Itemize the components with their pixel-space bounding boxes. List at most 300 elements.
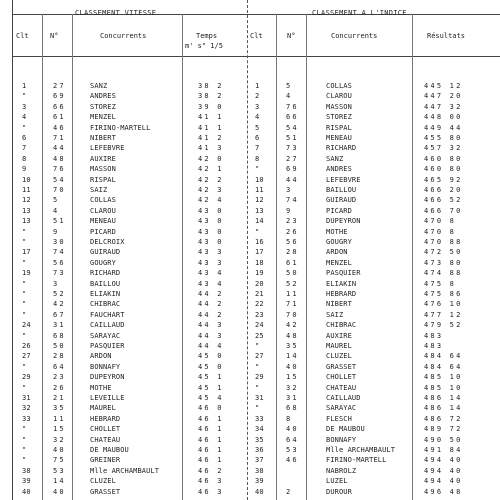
- right-row-result-cell: 465 92: [424, 175, 463, 184]
- left-row-time-cell: 45 1: [198, 383, 224, 392]
- right-row-result-cell: 491 84: [424, 446, 463, 454]
- left-row-no-cell: 66: [53, 102, 66, 111]
- left-row-clt-cell: ": [22, 310, 27, 319]
- right-row-name-cell: FLESCH: [326, 414, 352, 423]
- left-row-name-cell: BONNAFY: [90, 362, 121, 371]
- left-row-clt-cell: 26: [22, 342, 31, 350]
- left-row-no-cell: 74: [53, 248, 66, 257]
- right-row-no-cell: 50: [286, 269, 299, 278]
- right-row-clt-cell: 31: [255, 394, 264, 402]
- left-row-name-cell: GOUGRY: [90, 258, 116, 267]
- left-row-time-cell: 42 1: [198, 165, 224, 174]
- right-row-no-cell: 51: [286, 134, 299, 142]
- right-row-name-cell: ARDON: [326, 248, 348, 257]
- right-row-no-cell: 70: [286, 310, 299, 319]
- right-row-result-cell: 486 72: [424, 414, 463, 423]
- right-header-result: Résultats: [427, 32, 465, 40]
- left-row-clt-cell: ": [22, 456, 27, 465]
- left-row-clt-cell: ": [22, 300, 27, 309]
- left-row-no-cell: 69: [53, 92, 66, 101]
- right-row-clt-cell: ": [255, 404, 260, 413]
- left-row-no-cell: 76: [53, 165, 66, 174]
- right-row-no-cell: 26: [286, 227, 299, 236]
- left-row-clt-cell: 1: [22, 82, 27, 90]
- left-row-name-cell: CHOLLET: [90, 425, 121, 434]
- left-row-clt-cell: 13: [22, 206, 31, 215]
- left-row-time-cell: 46 3: [198, 487, 224, 496]
- right-col-rule-3: [412, 14, 413, 500]
- left-row-no-cell: 56: [53, 258, 66, 267]
- left-row-clt-cell: 13: [22, 217, 31, 226]
- left-row-time-cell: 41 1: [198, 113, 224, 122]
- right-row-no-cell: 40: [286, 362, 299, 371]
- right-row-clt-cell: 35: [255, 435, 264, 444]
- right-row-result-cell: 473 80: [424, 258, 463, 267]
- right-row-no-cell: 3: [286, 186, 293, 194]
- left-row-clt-cell: 11: [22, 186, 31, 194]
- left-row-name-cell: LEVEILLE: [90, 394, 125, 402]
- left-row-name-cell: DELCROIX: [90, 238, 125, 246]
- left-row-clt-cell: 24: [22, 321, 31, 330]
- left-row-time-cell: 38 2: [198, 92, 224, 101]
- right-row-no-cell: 56: [286, 238, 299, 246]
- left-row-time-cell: 41 3: [198, 144, 224, 153]
- left-title: CLASSEMENT VITESSE: [75, 9, 157, 17]
- left-row-no-cell: 67: [53, 310, 66, 319]
- right-row-name-cell: BAILLOU: [326, 186, 357, 194]
- left-row-name-cell: MASSON: [90, 165, 116, 174]
- left-header-name: Concurrents: [100, 32, 147, 40]
- left-row-time-cell: 43 0: [198, 238, 224, 246]
- right-row-name-cell: STOREZ: [326, 113, 352, 122]
- right-row-no-cell: 48: [286, 331, 299, 340]
- right-row-name-cell: CHOLLET: [326, 373, 357, 382]
- left-row-time-cell: 41 2: [198, 134, 224, 142]
- right-row-no-cell: 2: [286, 487, 293, 496]
- right-row-clt-cell: 10: [255, 175, 264, 184]
- right-row-clt-cell: 21: [255, 290, 264, 298]
- left-row-name-cell: CHIBRAC: [90, 300, 121, 309]
- left-row-name-cell: MOTHE: [90, 383, 112, 392]
- left-row-no-cell: 68: [53, 331, 66, 340]
- left-row-no-cell: 11: [53, 414, 66, 423]
- right-row-no-cell: 8: [286, 414, 293, 423]
- left-row-time-cell: 46 2: [198, 466, 224, 475]
- right-row-clt-cell: ": [255, 227, 260, 236]
- right-row-result-cell: 449 44: [424, 123, 463, 132]
- right-row-name-cell: DUROUR: [326, 487, 352, 496]
- left-row-no-cell: 9: [53, 227, 60, 236]
- right-row-result-cell: 448 00: [424, 113, 463, 122]
- right-row-name-cell: MOTHE: [326, 227, 348, 236]
- right-row-result-cell: 466 20: [424, 186, 463, 194]
- right-row-result-cell: 460 80: [424, 154, 463, 163]
- left-row-clt-cell: ": [22, 290, 27, 298]
- left-row-no-cell: 53: [53, 466, 66, 475]
- left-row-name-cell: CAILLAUD: [90, 321, 125, 330]
- left-row-clt-cell: ": [22, 258, 27, 267]
- left-row-no-cell: 21: [53, 394, 66, 402]
- right-row-name-cell: HEBRARD: [326, 290, 357, 298]
- left-row-name-cell: MAUREL: [90, 404, 116, 413]
- right-row-no-cell: 61: [286, 258, 299, 267]
- left-row-no-cell: 14: [53, 477, 66, 486]
- left-row-time-cell: 43 4: [198, 279, 224, 288]
- left-row-name-cell: FAUCHART: [90, 310, 125, 319]
- left-row-name-cell: DUPEYRON: [90, 373, 125, 382]
- left-row-name-cell: PICARD: [90, 227, 116, 236]
- header-rule: [12, 56, 500, 57]
- left-row-name-cell: CLAROU: [90, 206, 116, 215]
- right-row-clt-cell: 19: [255, 269, 264, 278]
- right-row-result-cell: 455 80: [424, 134, 463, 142]
- right-row-name-cell: SARAYAC: [326, 404, 357, 413]
- right-row-no-cell: 42: [286, 321, 299, 330]
- right-row-no-cell: 69: [286, 165, 299, 174]
- right-row-result-cell: 494 40: [424, 466, 463, 475]
- left-row-time-cell: 42 4: [198, 196, 224, 205]
- right-row-result-cell: 447 32: [424, 102, 463, 111]
- left-row-time-cell: 44 2: [198, 300, 224, 309]
- right-row-no-cell: 54: [286, 123, 299, 132]
- left-row-time-cell: 44 3: [198, 331, 224, 340]
- right-row-clt-cell: 4: [255, 113, 260, 122]
- left-row-no-cell: 71: [53, 134, 66, 142]
- right-row-name-cell: NABROLZ: [326, 466, 357, 475]
- left-row-name-cell: ANDRES: [90, 92, 116, 101]
- left-row-name-cell: BAILLOU: [90, 279, 121, 288]
- right-row-no-cell: 73: [286, 144, 299, 153]
- right-row-result-cell: 447 20: [424, 92, 463, 101]
- left-row-time-cell: 42 3: [198, 186, 224, 194]
- left-row-time-cell: 45 0: [198, 352, 224, 361]
- left-row-clt-cell: ": [22, 279, 27, 288]
- left-row-no-cell: 28: [53, 352, 66, 361]
- right-row-clt-cell: ": [255, 362, 260, 371]
- right-row-result-cell: 483: [424, 331, 444, 340]
- right-row-clt-cell: 20: [255, 279, 264, 288]
- right-row-name-cell: CLAROU: [326, 92, 352, 101]
- right-row-no-cell: 5: [286, 82, 293, 90]
- left-row-clt-cell: ": [22, 383, 27, 392]
- right-row-no-cell: 9: [286, 206, 293, 215]
- right-row-clt-cell: 25: [255, 331, 264, 340]
- right-row-result-cell: 470 88: [424, 238, 463, 246]
- right-row-name-cell: NIBERT: [326, 300, 352, 309]
- right-row-clt-cell: 5: [255, 123, 260, 132]
- left-row-name-cell: NIBERT: [90, 134, 116, 142]
- right-row-name-cell: RICHARD: [326, 144, 357, 153]
- left-row-no-cell: 40: [53, 487, 66, 496]
- right-col-rule-1: [276, 14, 277, 500]
- left-row-time-cell: 45 0: [198, 362, 224, 371]
- right-row-name-cell: FIRINO-MARTELL: [326, 456, 387, 465]
- right-row-clt-cell: 33: [255, 414, 264, 423]
- left-row-name-cell: ELIAKIN: [90, 290, 121, 298]
- left-row-clt-cell: ": [22, 331, 27, 340]
- right-row-name-cell: DUPEYRON: [326, 217, 361, 226]
- right-row-no-cell: 35: [286, 342, 299, 350]
- right-row-result-cell: 484 64: [424, 352, 463, 361]
- left-row-time-cell: 43 0: [198, 206, 224, 215]
- right-row-name-cell: PASQUIER: [326, 269, 361, 278]
- right-row-result-cell: 486 14: [424, 394, 463, 402]
- right-row-no-cell: 46: [286, 456, 299, 465]
- right-row-clt-cell: 17: [255, 248, 264, 257]
- right-row-name-cell: Mlle ARCHAMBAULT: [326, 446, 396, 454]
- right-row-no-cell: 68: [286, 404, 299, 413]
- right-row-clt-cell: 6: [255, 134, 260, 142]
- right-row-clt-cell: 18: [255, 258, 264, 267]
- right-row-name-cell: GUIRAUD: [326, 196, 357, 205]
- right-row-clt-cell: 39: [255, 477, 264, 486]
- right-row-clt-cell: ": [255, 342, 260, 350]
- right-row-clt-cell: 24: [255, 321, 264, 330]
- right-row-clt-cell: ": [255, 383, 260, 392]
- left-col-rule-3: [182, 14, 183, 500]
- left-row-clt-cell: ": [22, 227, 27, 236]
- left-row-no-cell: 64: [53, 362, 66, 371]
- left-row-clt-cell: 3: [22, 102, 27, 111]
- left-row-no-cell: 31: [53, 321, 66, 330]
- left-row-name-cell: ARDON: [90, 352, 112, 361]
- right-row-result-cell: 466 52: [424, 196, 463, 205]
- right-row-name-cell: CHATEAU: [326, 383, 357, 392]
- left-row-time-cell: 43 0: [198, 217, 224, 226]
- left-row-no-cell: 30: [53, 238, 66, 246]
- right-row-result-cell: 489 72: [424, 425, 463, 434]
- right-col-rule-2: [306, 14, 307, 500]
- left-row-name-cell: Mlle ARCHAMBAULT: [90, 466, 160, 475]
- left-row-name-cell: RISPAL: [90, 175, 116, 184]
- left-row-time-cell: 42 2: [198, 175, 224, 184]
- right-row-result-cell: 483: [424, 342, 444, 350]
- left-row-clt-cell: 19: [22, 269, 31, 278]
- left-row-no-cell: 51: [53, 217, 66, 226]
- left-row-no-cell: 32: [53, 435, 66, 444]
- left-row-time-cell: 42 0: [198, 154, 224, 163]
- right-row-result-cell: 470 8: [424, 217, 457, 226]
- left-row-name-cell: MENZEL: [90, 113, 116, 122]
- left-header-no: N°: [50, 32, 59, 40]
- right-header-clt: Clt: [250, 32, 263, 40]
- right-row-name-cell: MENEAU: [326, 134, 352, 142]
- left-row-no-cell: 48: [53, 154, 66, 163]
- right-row-name-cell: LEFEBVRE: [326, 175, 361, 184]
- left-header-time-unit: m' s" 1/5: [185, 42, 223, 50]
- right-row-name-cell: GRASSET: [326, 362, 357, 371]
- left-row-clt-cell: ": [22, 425, 27, 434]
- left-row-no-cell: 5: [53, 196, 60, 205]
- left-row-name-cell: STOREZ: [90, 102, 116, 111]
- left-row-name-cell: SAIZ: [90, 186, 108, 194]
- left-row-name-cell: MENEAU: [90, 217, 116, 226]
- right-row-result-cell: 470 8: [424, 227, 457, 236]
- right-row-clt-cell: 3: [255, 102, 260, 111]
- right-row-no-cell: 44: [286, 175, 299, 184]
- left-row-no-cell: 27: [53, 82, 66, 90]
- right-row-no-cell: 66: [286, 113, 299, 122]
- right-row-clt-cell: 11: [255, 186, 264, 194]
- right-row-result-cell: 485 10: [424, 373, 463, 382]
- left-row-name-cell: FIRINO-MARTELL: [90, 123, 151, 132]
- left-row-clt-cell: ": [22, 362, 27, 371]
- right-row-name-cell: SANZ: [326, 154, 344, 163]
- right-row-name-cell: GOUGRY: [326, 238, 352, 246]
- left-row-time-cell: 44 4: [198, 342, 224, 350]
- left-row-name-cell: LEFEBVRE: [90, 144, 125, 153]
- right-row-clt-cell: 13: [255, 206, 264, 215]
- right-row-result-cell: 445 12: [424, 82, 463, 90]
- left-row-no-cell: 3: [53, 279, 60, 288]
- right-header-no: N°: [287, 32, 296, 40]
- left-row-no-cell: 42: [53, 300, 66, 309]
- left-row-clt-cell: 7: [22, 144, 27, 153]
- right-title: CLASSEMENT A L'INDICE: [312, 9, 407, 17]
- left-row-time-cell: 46 3: [198, 477, 224, 486]
- right-row-result-cell: 484 64: [424, 362, 463, 371]
- left-row-name-cell: GUIRAUD: [90, 248, 121, 257]
- left-row-clt-cell: 33: [22, 414, 31, 423]
- left-row-clt-cell: 9: [22, 165, 27, 174]
- right-row-result-cell: 457 32: [424, 144, 463, 153]
- left-row-name-cell: CLUZEL: [90, 477, 116, 486]
- left-row-clt-cell: ": [22, 92, 27, 101]
- left-row-clt-cell: 31: [22, 394, 31, 402]
- right-row-clt-cell: 8: [255, 154, 260, 163]
- left-row-time-cell: 43 4: [198, 269, 224, 278]
- left-row-clt-cell: ": [22, 238, 27, 246]
- right-row-clt-cell: 29: [255, 373, 264, 382]
- right-row-no-cell: 11: [286, 290, 299, 298]
- right-row-no-cell: 32: [286, 383, 299, 392]
- left-row-clt-cell: ": [22, 435, 27, 444]
- right-row-result-cell: 494 40: [424, 456, 463, 465]
- left-row-time-cell: 38 2: [198, 82, 224, 90]
- right-row-name-cell: ANDRES: [326, 165, 352, 174]
- left-row-time-cell: 41 1: [198, 123, 224, 132]
- right-row-name-cell: CAILLAUD: [326, 394, 361, 402]
- left-row-time-cell: 44 3: [198, 321, 224, 330]
- left-row-time-cell: 44 2: [198, 290, 224, 298]
- left-row-no-cell: 73: [53, 269, 66, 278]
- left-row-no-cell: 61: [53, 113, 66, 122]
- right-row-no-cell: 74: [286, 196, 299, 205]
- right-row-name-cell: BONNAFY: [326, 435, 357, 444]
- right-row-clt-cell: 1: [255, 82, 260, 90]
- left-row-no-cell: 75: [53, 456, 66, 465]
- left-row-time-cell: 46 1: [198, 446, 224, 454]
- right-row-no-cell: 40: [286, 425, 299, 434]
- right-row-no-cell: 71: [286, 300, 299, 309]
- left-row-time-cell: 43 3: [198, 248, 224, 257]
- left-row-time-cell: 46 0: [198, 404, 224, 413]
- right-row-result-cell: 474 88: [424, 269, 463, 278]
- right-row-clt-cell: 40: [255, 487, 264, 496]
- left-row-name-cell: SARAYAC: [90, 331, 121, 340]
- right-row-result-cell: 476 10: [424, 300, 463, 309]
- right-row-result-cell: 494 40: [424, 477, 463, 486]
- center-divider: [247, 0, 248, 500]
- left-row-name-cell: SANZ: [90, 82, 108, 90]
- left-row-time-cell: 46 1: [198, 414, 224, 423]
- left-row-name-cell: DE MAUBOU: [90, 446, 129, 454]
- right-row-name-cell: AUXIRE: [326, 331, 352, 340]
- left-row-name-cell: GRASSET: [90, 487, 121, 496]
- right-row-no-cell: 52: [286, 279, 299, 288]
- left-row-name-cell: PASQUIER: [90, 342, 125, 350]
- right-row-name-cell: ELIAKIN: [326, 279, 357, 288]
- right-row-no-cell: 31: [286, 394, 299, 402]
- left-row-clt-cell: 32: [22, 404, 31, 413]
- right-row-clt-cell: 38: [255, 466, 264, 475]
- left-col-rule-2: [72, 14, 73, 500]
- right-row-result-cell: 477 12: [424, 310, 463, 319]
- left-row-name-cell: RICHARD: [90, 269, 121, 278]
- left-row-time-cell: 44 2: [198, 310, 224, 319]
- left-row-no-cell: 54: [53, 175, 66, 184]
- left-row-clt-cell: 40: [22, 487, 31, 496]
- right-row-no-cell: 64: [286, 435, 299, 444]
- right-row-no-cell: 14: [286, 352, 299, 361]
- left-row-clt-cell: 8: [22, 154, 27, 163]
- left-row-no-cell: 23: [53, 373, 66, 382]
- right-row-name-cell: CHIBRAC: [326, 321, 357, 330]
- left-row-name-cell: COLLAS: [90, 196, 116, 205]
- left-row-time-cell: 45 4: [198, 394, 224, 402]
- left-col-rule-1: [42, 14, 43, 500]
- right-row-name-cell: LUZEL: [326, 477, 348, 486]
- right-row-name-cell: DE MAUBOU: [326, 425, 365, 434]
- right-row-clt-cell: ": [255, 165, 260, 174]
- right-row-name-cell: MAUREL: [326, 342, 352, 350]
- right-row-name-cell: MASSON: [326, 102, 352, 111]
- left-row-no-cell: 46: [53, 123, 66, 132]
- left-row-name-cell: HEBRARD: [90, 414, 121, 423]
- left-row-no-cell: 26: [53, 383, 66, 392]
- right-row-no-cell: 53: [286, 446, 299, 454]
- left-row-clt-cell: 27: [22, 352, 31, 361]
- left-header-clt: Clt: [16, 32, 29, 40]
- right-row-no-cell: 28: [286, 248, 299, 257]
- left-row-clt-cell: ": [22, 123, 27, 132]
- right-row-clt-cell: 7: [255, 144, 260, 153]
- right-row-clt-cell: 16: [255, 238, 264, 246]
- right-row-clt-cell: 36: [255, 446, 264, 454]
- right-row-name-cell: CLUZEL: [326, 352, 352, 361]
- right-row-clt-cell: 37: [255, 456, 264, 465]
- right-row-clt-cell: 27: [255, 352, 264, 361]
- right-row-no-cell: 76: [286, 102, 299, 111]
- right-row-clt-cell: 2: [255, 92, 260, 101]
- left-row-no-cell: 35: [53, 404, 66, 413]
- left-row-time-cell: 46 1: [198, 435, 224, 444]
- right-row-name-cell: PICARD: [326, 206, 352, 215]
- left-row-name-cell: AUXIRE: [90, 154, 116, 163]
- left-row-time-cell: 43 3: [198, 258, 224, 267]
- right-row-name-cell: COLLAS: [326, 82, 352, 90]
- left-row-clt-cell: 12: [22, 196, 31, 205]
- left-row-name-cell: CHATEAU: [90, 435, 121, 444]
- left-row-clt-cell: 17: [22, 248, 31, 257]
- left-row-clt-cell: 10: [22, 175, 31, 184]
- left-header-time: Temps: [196, 32, 218, 40]
- right-row-clt-cell: 22: [255, 300, 264, 309]
- left-row-clt-cell: 4: [22, 113, 27, 122]
- left-row-clt-cell: 6: [22, 134, 27, 142]
- right-row-result-cell: 485 10: [424, 383, 463, 392]
- right-row-no-cell: 15: [286, 373, 299, 382]
